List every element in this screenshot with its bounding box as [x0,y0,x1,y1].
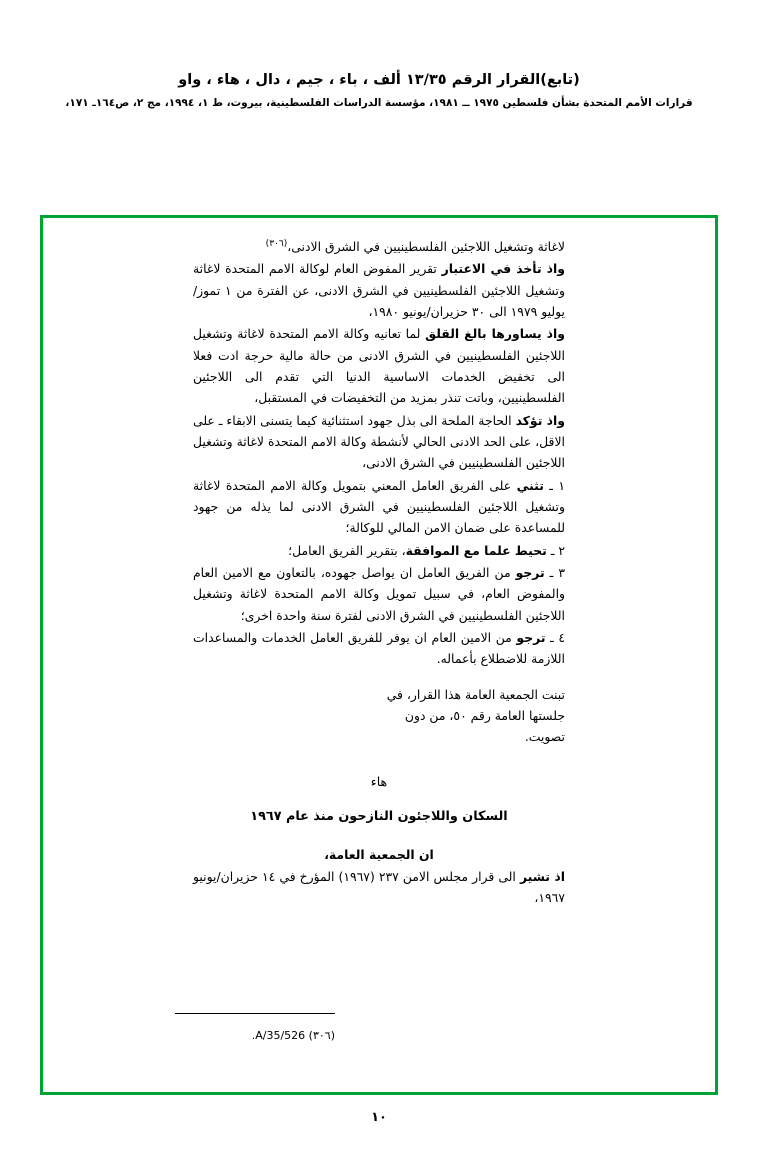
paragraph-lead [193,236,565,257]
paragraph-item-2-lead: تحيط علما مع الموافقة [405,542,547,558]
header-title: (تابع)القرار الرقم ١٣/٣٥ ألف ، باء ، جيم ، دال ، هاء ، واو [178,72,580,88]
paragraph-considering [193,258,565,322]
paragraph-item-3-text: من الفريق العامل ان يواصل جهوده، بالتعاون مع الامين العام والمفوض العام، في سبيل تمويل وكالة الامم المتحدة لاغاثة وتشغيل اللاجئين الفلسطينيين في الشرق الادنى لفترة سنة واحدة اخرى؛ [193,564,565,623]
page-header [0,72,758,109]
footnote-divider [175,1013,335,1014]
footnote-marker: (٣٠٦) [265,238,288,249]
paragraph-item-4-number: ٤ ـ [545,629,565,645]
paragraph-recalling-text: الى قرار مجلس الامن ٢٣٧ (١٩٦٧) المؤرخ في ١٤ حزيران/يونيو ١٩٦٧، [193,868,565,906]
paragraph-affirm-text: الحاجة الملحة الى بذل جهود استثنائية كيما يتسنى الابقاء ـ على الاقل، على الحد الادنى الحالي لأنشطة وكالة الامم المتحدة لاغاثة وتشغيل اللاجئين الفلسطينيين في الشرق الادنى، [193,412,565,471]
green-border-frame [40,215,718,1095]
paragraph-considering-text: تقرير المفوض العام لوكالة الامم المتحدة لاغاثة وتشغيل اللاجئين الفلسطينيين في الشرق الادنى، عن الفترة من ١ تموز/يوليو ١٩٧٩ الى ٣٠ حزيران/يونيو ١٩٨٠، [193,261,565,319]
paragraph-item-3-lead: ترجو [515,564,545,580]
paragraph-item-2 [193,540,565,561]
section-title: السكان واللاجئون النازحون منذ عام ١٩٦٧ [250,808,508,824]
paragraph-affirm-lead: واذ تؤكد [515,412,565,428]
paragraph-item-4-text: من الامين العام ان يوفر للفريق العامل الخدمات والمساعدات اللازمة للاضطلاع بأعماله. [193,629,565,667]
adoption-note [193,684,565,748]
paragraph-recalling [193,866,565,909]
adoption-note-line-2: جلستها العامة رقم ٥٠، من دون [404,707,565,723]
paragraph-item-4 [193,627,565,670]
paragraph-general-assembly [193,844,565,865]
paragraph-item-3-number: ٣ ـ [544,564,565,580]
paragraph-item-3 [193,562,565,626]
paragraph-item-1-number: ١ ـ [543,477,565,493]
paragraph-item-4-lead: ترجو [516,629,546,645]
paragraph-item-1-lead: تثني [516,477,544,493]
paragraph-concern-lead: واذ يساورها بالغ القلق [425,326,565,342]
paragraph-general-assembly-lead: ان الجمعية العامة، [324,846,434,862]
paragraph-item-1 [193,475,565,539]
page-number: ١٠ [371,1110,387,1125]
document-body [193,236,565,910]
paragraph-concern [193,323,565,408]
paragraph-item-1-text: على الفريق العامل المعني بتمويل وكالة الامم المتحدة لاغاثة وتشغيل اللاجئين الفلسطينيين في الشرق الادنى لما يذله من جهود للمساعدة على ضمان الامن المالي للوكالة؛ [193,477,565,536]
paragraph-concern-text: لما تعانيه وكالة الامم المتحدة لاغاثة وتشغيل اللاجئين الفلسطينيين في الشرق الادنى من حالة مالية حرجة ادت فعلا الى تخفيض الخدمات الاساسية الدنيا التي تقدم الى اللاجئين الفلسطينيين، وباتت تنذر بمزيد من التخفيضات في المستقبل، [193,326,565,406]
paragraph-considering-lead: واذ تأخذ في الاعتبار [441,261,565,277]
adoption-note-line-3: تصويت. [524,729,565,745]
paragraph-item-2-number: ٢ ـ [546,542,565,558]
document-page [0,72,758,1150]
paragraph-recalling-lead: اذ تشير [519,868,565,884]
paragraph-item-2-text: ، بتقرير الفريق العامل؛ [288,542,406,558]
paragraph-lead-text: لاغاثة وتشغيل اللاجئين الفلسطينيين في الشرق الادنى، [287,239,565,254]
footnote-text: (٣٠٦) A/35/526. [251,1029,335,1042]
adoption-note-line-1: تبنت الجمعية العامة هذا القرار، في [386,686,565,702]
section-label: هاء [370,773,388,789]
paragraph-affirm [193,410,565,474]
header-source: قرارات الأمم المتحدة بشأن فلسطين ١٩٧٥ ــ ١٩٨١، مؤسسة الدراسات الفلسطينية، بيروت، ط ١، ١٩٩٤، مج ٢، ص١٦٤ـ ١٧١، [65,97,693,109]
